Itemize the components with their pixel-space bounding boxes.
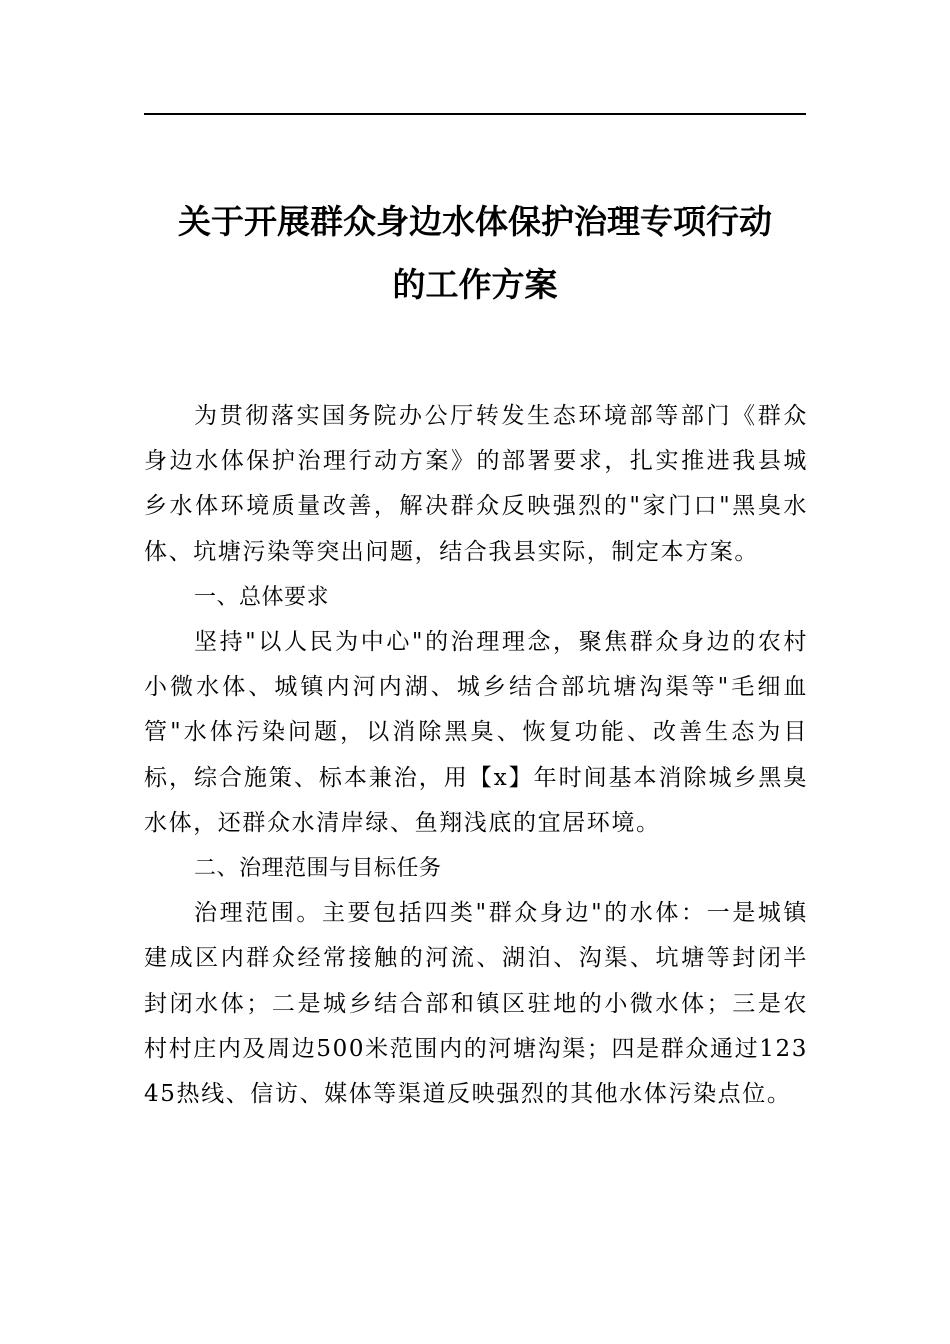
document-body — [144, 394, 808, 1117]
header-rule — [144, 113, 806, 115]
scope-paragraph: 治理范围。主要包括四类"群众身边"的水体：一是城镇建成区内群众经常接触的河流、湖泊、沟渠、坑塘等封闭半封闭水体；二是城乡结合部和镇区驻地的小微水体；三是农村村庄内及周边500米范围内的河塘沟渠；四是群众通过12345热线、信访、媒体等渠道反映强烈的其他水体污染点位。 — [144, 900, 808, 1108]
general-requirements-paragraph: 坚持"以人民为中心"的治理理念，聚焦群众身边的农村小微水体、城镇内河内湖、城乡结合部坑塘沟渠等"毛细血管"水体污染问题，以消除黑臭、恢复功能、改善生态为目标，综合施策、标本兼治，用【x】年时间基本消除城乡黑臭水体，还群众水清岸绿、鱼翔浅底的宜居环境。 — [144, 629, 808, 836]
section-heading-scope-and-tasks: 二、治理范围与目标任务 — [194, 856, 442, 882]
title-line-2: 的工作方案 — [392, 265, 558, 304]
intro-paragraph: 为贯彻落实国务院办公厅转发生态环境部等部门《群众身边水体保护治理行动方案》的部署要求，扎实推进我县城乡水体环境质量改善，解决群众反映强烈的"家门口"黑臭水体、坑塘污染等突出问题，结合我县实际，制定本方案。 — [144, 403, 808, 565]
section-heading-general-requirements: 一、总体要求 — [194, 584, 330, 610]
title-line-1: 关于开展群众身边水体保护治理专项行动 — [178, 202, 772, 241]
document-title — [144, 190, 806, 316]
